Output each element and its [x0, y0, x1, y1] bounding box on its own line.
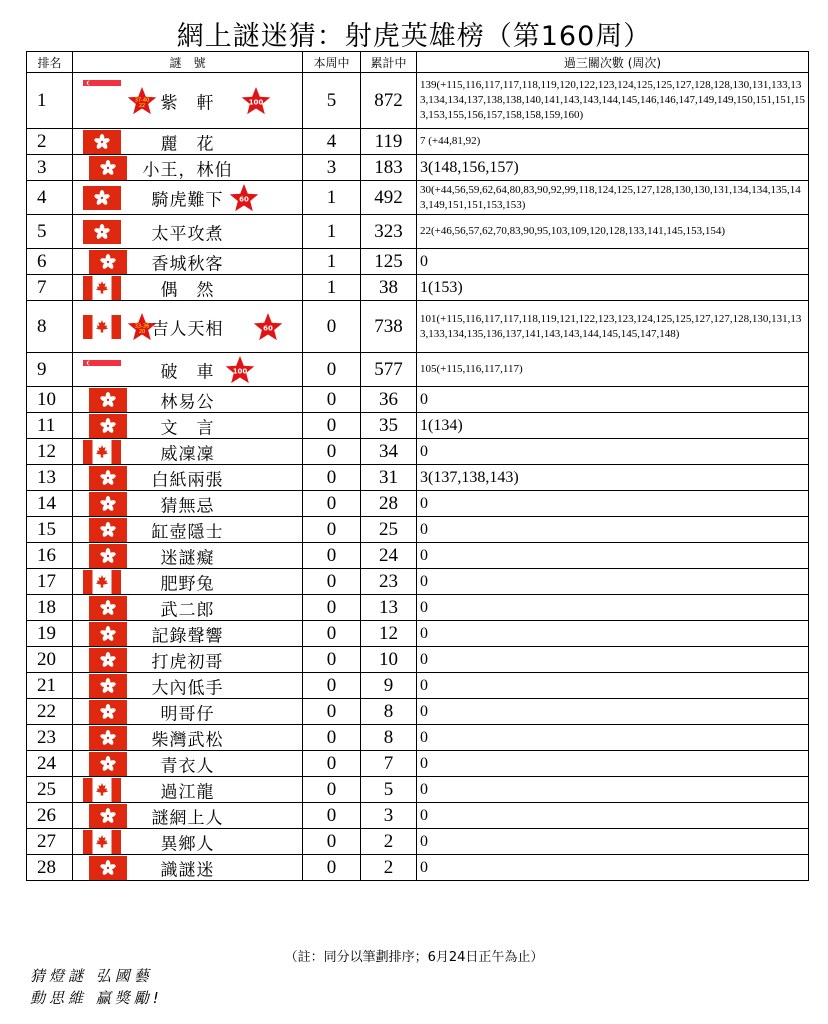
nickname: 太平攻煮 — [151, 224, 224, 244]
nickname-cell — [73, 181, 303, 215]
history-cell: 0 — [417, 803, 809, 829]
star-badge-icon — [225, 355, 255, 385]
total-hits-cell: 738 — [361, 301, 417, 353]
nickname-cell — [73, 855, 303, 881]
svg-text:20: 20 — [138, 328, 146, 335]
rank-cell: 7 — [27, 275, 73, 301]
table-row — [27, 725, 809, 751]
history-cell: 0 — [417, 699, 809, 725]
nickname: 紫 軒 — [160, 93, 215, 113]
history-cell: 0 — [417, 777, 809, 803]
total-hits-cell: 8 — [361, 699, 417, 725]
nickname: 打虎初哥 — [151, 652, 224, 672]
nickname-cell — [73, 353, 303, 387]
table-header-row — [27, 52, 809, 73]
table-row — [27, 855, 809, 881]
rank-cell: 3 — [27, 155, 73, 181]
nickname-cell — [73, 387, 303, 413]
nickname-cell — [73, 491, 303, 517]
nickname-cell — [73, 215, 303, 249]
history-cell: 0 — [417, 725, 809, 751]
rank-cell: 17 — [27, 569, 73, 595]
history-cell: 1(153) — [417, 275, 809, 301]
table-row — [27, 829, 809, 855]
week-hits-cell: 0 — [303, 301, 361, 353]
total-hits-cell: 35 — [361, 413, 417, 439]
nickname: 迷謎癡 — [160, 548, 215, 568]
rank-cell: 13 — [27, 465, 73, 491]
nickname-cell — [73, 155, 303, 181]
nickname: 小王，林伯 — [142, 160, 233, 180]
rank-cell: 9 — [27, 353, 73, 387]
history-cell: 0 — [417, 569, 809, 595]
nickname-cell — [73, 301, 303, 353]
total-hits-cell: 125 — [361, 249, 417, 275]
nickname-cell — [73, 249, 303, 275]
table-row — [27, 181, 809, 215]
table-row — [27, 751, 809, 777]
total-hits-cell: 119 — [361, 129, 417, 155]
week-hits-cell: 0 — [303, 855, 361, 881]
total-hits-cell: 183 — [361, 155, 417, 181]
week-hits-cell: 0 — [303, 595, 361, 621]
week-hits-cell: 3 — [303, 155, 361, 181]
table-row — [27, 155, 809, 181]
week-hits-cell: 0 — [303, 413, 361, 439]
footnote: （註：同分以筆劃排序；6月24日正午為止） — [284, 950, 544, 965]
total-hits-cell: 34 — [361, 439, 417, 465]
week-hits-cell: 1 — [303, 249, 361, 275]
week-hits-cell: 1 — [303, 181, 361, 215]
nickname: 過江龍 — [160, 782, 215, 802]
rank-cell: 16 — [27, 543, 73, 569]
svg-text:60: 60 — [263, 324, 273, 332]
table-row — [27, 699, 809, 725]
nickname-cell — [73, 439, 303, 465]
nickname: 文 言 — [160, 418, 215, 438]
history-cell: 0 — [417, 543, 809, 569]
table-row — [27, 439, 809, 465]
history-cell: 22(+46,56,57,62,70,83,90,95,103,109,120,128,133,141,145,153,154) — [417, 215, 809, 249]
nickname-cell — [73, 73, 303, 129]
nickname-cell — [73, 595, 303, 621]
header-week: 本周中 — [303, 52, 361, 73]
week-hits-cell: 0 — [303, 353, 361, 387]
rank-cell: 28 — [27, 855, 73, 881]
nickname-cell — [73, 829, 303, 855]
nickname-cell — [73, 751, 303, 777]
header-rank: 排名 — [27, 52, 73, 73]
slogan-line-1: 猜燈謎 弘國藝 — [30, 967, 153, 985]
svg-text:100: 100 — [232, 367, 248, 375]
nickname: 威凜凜 — [160, 444, 215, 464]
star-badge-icon — [241, 86, 271, 116]
total-hits-cell: 24 — [361, 543, 417, 569]
history-cell: 0 — [417, 517, 809, 543]
total-hits-cell: 10 — [361, 647, 417, 673]
week-hits-cell: 0 — [303, 439, 361, 465]
rank-cell: 6 — [27, 249, 73, 275]
table-row — [27, 465, 809, 491]
nickname: 記錄聲響 — [151, 626, 224, 646]
history-cell: 0 — [417, 621, 809, 647]
nickname-cell — [73, 803, 303, 829]
rank-cell: 19 — [27, 621, 73, 647]
rank-cell: 12 — [27, 439, 73, 465]
week-hits-cell: 5 — [303, 73, 361, 129]
table-row — [27, 491, 809, 517]
nickname-cell — [73, 543, 303, 569]
nickname-cell — [73, 621, 303, 647]
history-cell: 30(+44,56,59,62,64,80,83,90,92,99,118,124,125,127,128,130,130,131,134,134,135,143,149,151,151,153,153) — [417, 181, 809, 215]
total-hits-cell: 36 — [361, 387, 417, 413]
header-total: 累計中 — [361, 52, 417, 73]
svg-text:100: 100 — [248, 98, 264, 106]
history-cell: 7 (+44,81,92) — [417, 129, 809, 155]
ranking-table — [26, 51, 809, 881]
rank-cell: 2 — [27, 129, 73, 155]
rank-cell: 25 — [27, 777, 73, 803]
total-hits-cell: 23 — [361, 569, 417, 595]
nickname: 白紙兩張 — [151, 470, 224, 490]
star-badge-icon — [127, 312, 157, 342]
table-row — [27, 777, 809, 803]
rank-cell: 11 — [27, 413, 73, 439]
total-hits-cell: 38 — [361, 275, 417, 301]
nickname: 香城秋客 — [151, 254, 224, 274]
nickname: 異鄉人 — [160, 834, 215, 854]
nickname: 麗 花 — [160, 134, 215, 154]
table-row — [27, 621, 809, 647]
table-row — [27, 803, 809, 829]
total-hits-cell: 872 — [361, 73, 417, 129]
nickname: 破 車 — [160, 362, 215, 382]
total-hits-cell: 9 — [361, 673, 417, 699]
rank-cell: 24 — [27, 751, 73, 777]
history-cell: 0 — [417, 751, 809, 777]
week-hits-cell: 1 — [303, 215, 361, 249]
total-hits-cell: 8 — [361, 725, 417, 751]
total-hits-cell: 492 — [361, 181, 417, 215]
table-row — [27, 301, 809, 353]
week-hits-cell: 0 — [303, 777, 361, 803]
history-cell: 0 — [417, 491, 809, 517]
nickname-cell — [73, 725, 303, 751]
history-cell: 1(134) — [417, 413, 809, 439]
table-row — [27, 673, 809, 699]
table-row — [27, 387, 809, 413]
table-row — [27, 647, 809, 673]
history-cell: 0 — [417, 595, 809, 621]
week-hits-cell: 0 — [303, 387, 361, 413]
star-badge-icon — [253, 312, 283, 342]
history-cell: 0 — [417, 647, 809, 673]
table-row — [27, 129, 809, 155]
week-hits-cell: 0 — [303, 569, 361, 595]
nickname: 武二郎 — [160, 600, 215, 620]
week-hits-cell: 0 — [303, 699, 361, 725]
rank-cell: 18 — [27, 595, 73, 621]
total-hits-cell: 25 — [361, 517, 417, 543]
rank-cell: 21 — [27, 673, 73, 699]
week-hits-cell: 0 — [303, 491, 361, 517]
week-hits-cell: 1 — [303, 275, 361, 301]
total-hits-cell: 12 — [361, 621, 417, 647]
week-hits-cell: 0 — [303, 621, 361, 647]
history-cell: 139(+115,116,117,117,118,119,120,122,123,124,125,125,127,128,128,130,131,133,133,134,134,137,138,138,140,141,143,143,144,145,146,146,147,149,149,150,151,151,153,153,155,156,157,158,158,159,160) — [417, 73, 809, 129]
nickname: 明哥仔 — [160, 704, 215, 724]
history-cell: 3(148,156,157) — [417, 155, 809, 181]
total-hits-cell: 2 — [361, 829, 417, 855]
rank-cell: 1 — [27, 73, 73, 129]
rank-cell: 26 — [27, 803, 73, 829]
nickname-cell — [73, 517, 303, 543]
history-cell: 0 — [417, 829, 809, 855]
total-hits-cell: 323 — [361, 215, 417, 249]
table-row — [27, 595, 809, 621]
history-cell: 0 — [417, 439, 809, 465]
rank-cell: 8 — [27, 301, 73, 353]
svg-text:37-40: 37-40 — [134, 97, 150, 103]
total-hits-cell: 3 — [361, 803, 417, 829]
svg-text:22: 22 — [138, 102, 146, 109]
week-hits-cell: 0 — [303, 751, 361, 777]
rank-cell: 27 — [27, 829, 73, 855]
star-badge-icon — [229, 183, 259, 213]
history-cell: 0 — [417, 855, 809, 881]
nickname: 青衣人 — [160, 756, 215, 776]
table-row — [27, 215, 809, 249]
rank-cell: 4 — [27, 181, 73, 215]
total-hits-cell: 5 — [361, 777, 417, 803]
nickname: 吉人天相 — [151, 319, 224, 339]
rank-cell: 15 — [27, 517, 73, 543]
nickname: 林易公 — [160, 392, 215, 412]
nickname-cell — [73, 647, 303, 673]
rank-cell: 20 — [27, 647, 73, 673]
nickname-cell — [73, 413, 303, 439]
week-hits-cell: 0 — [303, 829, 361, 855]
nickname: 騎虎難下 — [151, 190, 224, 210]
page-title: 網上謎迷猜：射虎英雄榜（第160周） — [176, 21, 652, 52]
table-row — [27, 353, 809, 387]
total-hits-cell: 28 — [361, 491, 417, 517]
rank-cell: 10 — [27, 387, 73, 413]
history-cell: 0 — [417, 673, 809, 699]
history-cell: 0 — [417, 387, 809, 413]
svg-text:33-36: 33-36 — [134, 323, 150, 329]
week-hits-cell: 0 — [303, 465, 361, 491]
table-row — [27, 275, 809, 301]
nickname-cell — [73, 129, 303, 155]
rank-cell: 5 — [27, 215, 73, 249]
history-cell: 101(+115,116,117,117,118,119,121,122,123,123,124,125,125,127,127,128,130,131,133,133,134,135,136,137,141,143,143,144,145,145,147,148) — [417, 301, 809, 353]
week-hits-cell: 0 — [303, 647, 361, 673]
week-hits-cell: 4 — [303, 129, 361, 155]
week-hits-cell: 0 — [303, 543, 361, 569]
total-hits-cell: 13 — [361, 595, 417, 621]
nickname-cell — [73, 275, 303, 301]
rank-cell: 23 — [27, 725, 73, 751]
table-row — [27, 73, 809, 129]
rank-cell: 14 — [27, 491, 73, 517]
total-hits-cell: 577 — [361, 353, 417, 387]
history-cell: 105(+115,116,117,117) — [417, 353, 809, 387]
week-hits-cell: 0 — [303, 517, 361, 543]
nickname: 大內低手 — [151, 678, 224, 698]
svg-text:60: 60 — [239, 195, 249, 203]
nickname: 識謎迷 — [160, 860, 215, 880]
nickname: 缸壺隱士 — [151, 522, 224, 542]
nickname-cell — [73, 673, 303, 699]
week-hits-cell: 0 — [303, 803, 361, 829]
table-row — [27, 249, 809, 275]
table-row — [27, 413, 809, 439]
table-row — [27, 569, 809, 595]
header-name: 謎 號 — [73, 52, 303, 73]
nickname: 肥野兔 — [160, 574, 215, 594]
total-hits-cell: 7 — [361, 751, 417, 777]
total-hits-cell: 2 — [361, 855, 417, 881]
nickname-cell — [73, 699, 303, 725]
nickname: 偶 然 — [160, 280, 215, 300]
header-history: 過三關次數 (周次) — [417, 52, 809, 73]
nickname: 柴灣武松 — [151, 730, 224, 750]
history-cell: 0 — [417, 249, 809, 275]
rank-cell: 22 — [27, 699, 73, 725]
star-badge-icon — [127, 86, 157, 116]
week-hits-cell: 0 — [303, 673, 361, 699]
nickname-cell — [73, 777, 303, 803]
nickname: 猜無忌 — [160, 496, 215, 516]
week-hits-cell: 0 — [303, 725, 361, 751]
history-cell: 3(137,138,143) — [417, 465, 809, 491]
total-hits-cell: 31 — [361, 465, 417, 491]
nickname-cell — [73, 465, 303, 491]
slogan-line-2: 動思維 贏獎勵! — [30, 989, 163, 1007]
table-row — [27, 517, 809, 543]
nickname-cell — [73, 569, 303, 595]
table-row — [27, 543, 809, 569]
nickname: 謎網上人 — [151, 808, 224, 828]
